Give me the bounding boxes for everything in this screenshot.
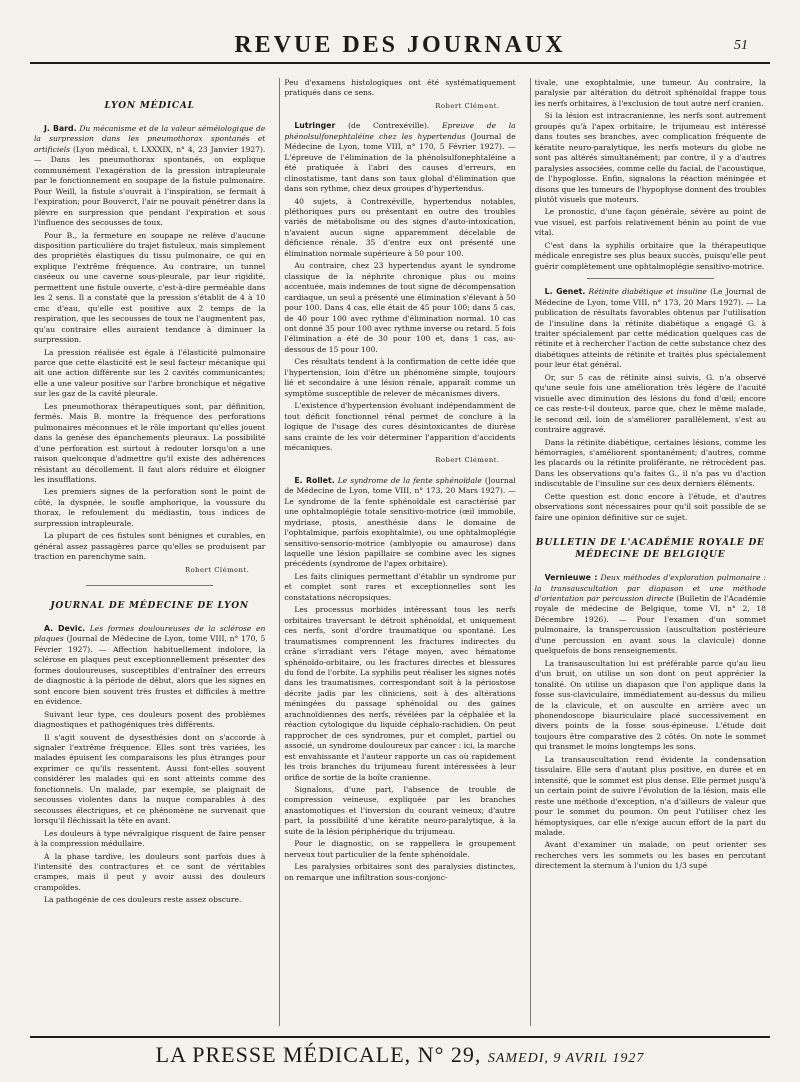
article-entry: [284, 121, 515, 194]
page-footer: [0, 1042, 800, 1068]
article-reference: (Bulletin de l'Académie royale de médecine de Belgique, tome VI, n° 2, 18 Décembre 1926). — Pour l'examen d'un sommet pulmonaire, la transpercussion (auscultation postérieure d'une percussion en avant sous la clavicule) donne quelquefois de bons renseignements.: [534, 594, 766, 656]
article-author: Vernieuwe :: [544, 573, 598, 583]
paragraph: Signalons, d'une part, l'absence de trouble de compression veineuse, expliquée par les branches anastomotiques et l'inversion du courant veineux; d'autre part, la possibilité d'une kératite neuro-paralytique, à la suite de la lésion périphérique du trijumeau.: [284, 785, 516, 836]
paragraph: Or, sur 5 cas de rétinite ainsi suivis, G. n'a observé qu'une seule fois une amélioration très légère de l'acuité visuelle avec diminution des lésions du fond d'œil; encore ce cas reste-t-il douteux, parce que, chez le même malade, le second œil, loin de s'améliorer parallèlement, s'est au contraire aggravé.: [534, 372, 766, 435]
paragraph: Suivant leur type, ces douleurs posent des problèmes diagnostiques et pathogéniques très différents.: [34, 709, 266, 730]
paragraph: C'est dans la syphilis orbitaire que la thérapeutique médicale enregistre ses plus beaux succès, puisqu'elle peut guérir complètement une ophtalmoplégie sensitivo-motrice.: [534, 240, 766, 271]
column-left: [30, 78, 269, 1026]
paragraph: Pour le diagnostic, on se rappellera le groupement nerveux tout particulier de la fente sphénoïdale.: [284, 839, 516, 859]
footer-rule: [30, 1036, 770, 1038]
article-entry: [535, 573, 766, 657]
author-location: (de Contrexéville).: [348, 121, 430, 131]
section-heading: BULLETIN DE L'ACADÉMIE ROYALE DE MÉDECINE DE BELGIQUE: [535, 538, 765, 561]
paragraph: La pathogénie de ces douleurs reste assez obscure.: [44, 895, 242, 905]
paragraph: Les premiers signes de la perforation sont le point de côté, la dyspnée, le soufle amphorique, la voussure du thorax, le refoulement du médiastin, tous indices de surpression intrapleurale.: [34, 487, 266, 528]
paragraph: La pression réalisée est égale à l'élasticité pulmonaire parce que cette élasticité est le seul facteur mécanique qui ait une action différente sur les 2 cavités communicantes; elle a une valeur positive sur l'arbre bronchique et négative sur les gaz de la cavité pleurale.: [34, 347, 266, 399]
section-divider: [86, 585, 213, 586]
reviewer-signature: Robert Clément.: [435, 101, 500, 110]
article-reference: (Journal de Médecine de Lyon, tome VIII, n° 170, 5 Février 1927). — L'épreuve de l'élimination de la phénolsulfonephtaléine a été pratiquée à l'abri des causes d'erreurs, en clinostatisme, tant dans son taux global d'élimination que dans son rythme, chez deux groupes d'hypertendus.: [284, 131, 516, 194]
header-rule: [30, 62, 770, 64]
paragraph: A la phase tardive, les douleurs sont parfois dues à l'intensité des contractures et ce sont de véritables crampes, mais il peut y avoir aussi des douleurs crampoïdes.: [34, 851, 266, 892]
article-reference: (Lyon médical, t. LXXXIX, n° 4, 23 Janvier 1927). — Dans les pneumothorax spontanés, on explique communément l'exagération de la pression intrapleurale par le fonctionnement en soupape de la fistule pulmonaire. Pour Weill, la fistule s'ouvrait à l'inspiration, se fermait à l'expiration; pour Bouverct, l'air ne pouvait pénétrer dans la plèvre en surpression que pendant l'expiration et sous l'influence des secousses de toux.: [34, 144, 266, 228]
paragraph: 40 sujets, à Contrexéville, hypertendus notables, pléthoriques purs ou présentant en outre des troubles variés de métabolisme ou des signes d'auto-intoxication, n'avaient aucun signe apparemment décelable de déficience rénale. 35 d'entre eux ont présenté une élimination normale supérieure à 50 pour 100.: [284, 196, 516, 258]
section-divider: [587, 278, 714, 279]
section-heading: LYON MÉDICAL: [104, 101, 195, 111]
paragraph: La plupart de ces fistules sont bénignes et curables, en général assez passagères parce qu'elles se produisent par traction en parenchyme sain.: [34, 531, 266, 562]
column-middle: [279, 78, 519, 1026]
paragraph: La transauscultation lui est préférable parce qu'au lieu d'un bruit, on utilise un son dont on peut apprécier la tonalité. On utilise un diapason que l'on applique dans la fosse sus-claviculaire, immédiatement au-dessus du milieu de la clavicule, et on ausculte en arrière avec un phonendoscope biauriculaire placé successivement en divers points de la fosse sous-épineuse. L'étude doit toujours être comparative des 2 côtés. On note le sommet qui transmet le moins longtemps les sons.: [534, 658, 766, 752]
article-title: Rétinite diabétique et insuline: [588, 287, 707, 297]
article-title: Epreuve de la phénolsulfonephtaléine chez les hypertendus: [284, 121, 516, 141]
paragraph: Il s'agit souvent de dysesthésies dont on s'accorde à signaler l'extrême fréquence. Elles sont très variées, les malades épuisent les comparaisons les plus étranges pour exprimer ce qu'ils ressentent. Aussi font-elles souvent considérer les malades qui en sont atteints comme des fonctionnels. Un malade, par exemple, se plaignait de secousses violentes dans la nuque comparables à des secousses électriques, et ce phénomène ne survenait que lorsqu'il fléchissait la tête en avant.: [34, 732, 266, 826]
paragraph: Peu d'examens histologiques ont été systématiquement pratiqués dans ce sens.: [284, 78, 516, 98]
article-entry: [284, 476, 515, 570]
paragraph: Le pronostic, d'une façon générale, sévère au point de vue visuel, est parfois relativement bénin au point de vue vital.: [534, 207, 766, 238]
article-reference: (Le Journal de Médecine de Lyon, tome VIII, n° 173, 20 Mars 1927). — La publication de résultats favorables obtenus par l'utilisation de l'insuline dans la rétinite diabétique a engagé G. à traiter spécialement par cette médication quelques cas de rétinite et à rechercher l'action de cette substance chez des diabétiques atteints de rétinite et traités plus spécialement pour leur état général.: [534, 287, 766, 370]
paragraph: Cette question est donc encore à l'étude, et d'autres observations sont nécessaires pour qu'il soit possible de se faire une opinion définitive sur ce sujet.: [534, 491, 766, 522]
article-entry: [34, 624, 265, 708]
reviewer-signature: Robert Clément.: [435, 456, 500, 465]
article-author: A. Devic.: [44, 624, 86, 634]
article-columns: [30, 78, 770, 1026]
paragraph: Avant d'examiner un malade, on peut orienter ses recherches vers les sommets ou les bases en percutant directement la sternum à l'union du 1/3 supé: [534, 840, 766, 871]
paragraph: Au contraire, chez 23 hypertendus ayant le syndrome classique de la néphrite chronique plus ou moins accentuée, mais indemnes de tout signe de décompensation cardiaque, un seul a présenté une élimination s'élevant à 50 pour 100. Dans 4 cas, elle était de 45 pour 100; dans 5 cas, de 40 pour 100 avec rythme d'élimination normal. 10 cas ont donné 35 pour 100 avec rythme inverse ou retard. 5 fois l'élimination a été de 30 pour 100 et, dans 1 cas, au-dessous de 15 pour 100.: [284, 261, 516, 354]
column-right: [530, 78, 770, 1026]
paragraph: tivale, une exophtalmie, une tumeur. Au contraire, la paralysie par altération du détroit sphénoïdal frappe tous les nerfs orbitaires, à l'exclusion de tout autre nerf cranien.: [534, 78, 766, 108]
paragraph: Les paralysies orbitaires sont des paralysies distinctes, on remarque une infiltration sous-conjonc-: [284, 862, 516, 882]
article-author: L. Genet.: [544, 287, 586, 297]
running-head: [0, 28, 800, 60]
journal-title: REVUE DES JOURNAUX: [234, 32, 566, 58]
paragraph: Les faits cliniques permettant d'établir un syndrome pur et complet sont rares et exceptionnelles sont les constatations nécropsiques.: [284, 571, 516, 602]
article-entry: [34, 124, 265, 229]
paragraph: Dans la rétinite diabétique, certaines lésions, comme les hémorragies, s'améliorent spontanément; d'autres, comme les placards ou la rétinite proliférante, ne rétrocèdent pas. Dans les observations qu'a faites G., il n'a pas vu d'action indiscutable de l'insuline sur ces deux derniers éléments.: [534, 437, 766, 489]
article-title: Deux méthodes d'exploration pulmonaire : la transauscultation par diapason et une méthode d'orientation par percussion directe: [534, 573, 766, 604]
article-reference: (Journal de Médecine de Lyon, tome VIII, n° 170, 5 Février 1927). — Affection habituellement indolore, la sclérose en plaques peut exceptionnellement présenter des formes douloureuses, susceptibles d'entraîner des erreurs de diagnostic à la période de début, alors que les signes en sont encore bien souvent très frustes et difficiles à mettre en évidence.: [34, 634, 266, 707]
paragraph: La transauscultation rend évidente la condensation tissulaire. Elle sera d'autant plus positive, en durée et en intensité, que le sommet est plus dense. Elle permet jusqu'à un certain point de suivre l'évolution de la lésion, mais elle reste une méthode d'exception, n'a d'ailleurs de valeur que pour le sommet du poumon. On peut l'utiliser chez les hémoptysiques, car elle n'exige aucun effort de la part du malade.: [534, 754, 766, 837]
article-author: E. Rollet.: [294, 475, 335, 485]
article-author: J. Bard.: [44, 124, 77, 133]
paragraph: Les processus morbides intéressant tous les nerfs orbitaires traversant le détroit sphénoïdal, et uniquement ces nerfs, sont d'ordre traumatique ou spontané. Les traumatismes comprennent les fractures indirectes du crâne s'irradiant vers l'étage moyen, avec hématome sphénoïdo-orbitaire, ou les fractures directes et blessures du fond de l'orbite. La syphilis peut réaliser les signes notés dans les traumatismes, correspondant soit à la périostose décrite jadis par les cliniciens, soit à des altérations méningées du passage sphénoïdal ou des gaines arachnoïdiennes des nerfs, révélées par la céphalée et la réaction cytologique du liquide céphalo-rachidien. On peut rapprocher de ces syndromes, pur et complet, partiel ou associé, un syndrome douloureux par cancer : ici, la marche est envahissante et l'auteur rapporte un cas où rapidement les trois branches du trijumeau furent intéressées à leur orifice de sortie de la boîte cranienne.: [284, 605, 516, 782]
reviewer-signature: Robert Clément.: [184, 565, 250, 574]
paragraph: Les douleurs à type névralgique risquent de faire penser à la compression médullaire.: [34, 828, 266, 849]
paragraph: Si la lésion est intracranienne, les nerfs sont autrement groupés qu'à l'apex orbitaire, le trijumeau est intéressé dans toutes ses branches, avec complication fréquente de kératite neuro-paralytique, les nerfs moteurs du globe ne sont pas altérés simultanément; par contre, il y a d'autres paralysies associées, comme celle du facial, de l'acoustique, de l'hypoglosse. Enfin, signalons la réaction méningée et disons que les tumeurs de l'hypophyse donnent des troubles plutôt visuels que moteurs.: [534, 111, 766, 204]
paragraph: Les pneumothorax thérapeutiques sont, par définition, fermés. Mais B. montre la fréquence des perforations pulmonaires méconnues et le rôle important qu'elles jouent dans la genèse des épanchements pleuraux. La possibilité d'une perforation est surtout à redouter lorsqu'on a une raison quelconque d'admettre qu'il existe des adhérences résistant au décollement. Il faut alors réduire et éloigner les insufflations.: [34, 401, 266, 484]
footer-date: SAMEDI, 9 AVRIL 1927: [487, 1051, 645, 1066]
paragraph: Ces résultats tendent à la confirmation de cette idée que l'hypertension, loin d'être un phénomène simple, toujours lié et secondaire à une lésion rénale, apparaît comme un symptôme susceptible de relever de mécanismes divers.: [284, 357, 516, 398]
article-title: Le syndrome de la fente sphénoïdale: [337, 475, 482, 485]
paragraph: Pour B., la fermeture en soupape ne relève d'aucune disposition particulière du trajet fistuleux, mais simplement des propriétés élastiques du tissu pulmonaire, ce qui en explique l'extrême fréquence. Au contraire, un tunnel caséeux ou une caverne sous-pleurale, par leur rigidité, permettent une fistule ouverte, c'est-à-dire perméable dans les 2 sens. Il a constaté que la pression s'établit de 4 à 10 cmc d'eau, qu'elle est positive aux 2 temps de la respiration, que les secousses de toux ne l'augmentent pas, qu'au contraire elles auraient tendance à diminuer la surpression.: [34, 230, 266, 345]
paragraph: L'existence d'hypertension évoluant indépendamment de tout déficit fonctionnel rénal permet de conclure à la logique de l'usage des cures désintoxicantes de diurèse sans crainte de les voir déterminer l'apparition d'accidents mécaniques.: [284, 401, 516, 452]
footer-journal: LA PRESSE MÉDICALE, N° 29,: [155, 1042, 482, 1067]
page-number: 51: [734, 38, 748, 53]
section-heading: JOURNAL DE MÉDECINE DE LYON: [50, 601, 249, 612]
article-title: Les formes douloureuses de la sclérose en plaques: [34, 624, 266, 644]
article-author: Lutringer: [294, 121, 336, 131]
article-entry: [535, 287, 766, 371]
article-reference: (Journal de Médecine de Lyon, tome VIII, n° 173, 20 Mars 1927). — Le syndrome de la fente sphénoïdale est caractérisé par une ophtalmoplégie totale sensitivo-motrice (œil immobile, mydriase, ptosis, anesthésie dans le domaine de l'ophtalmique, parfois exophtalmie), ou une ophtalmoplégie sensitivo-sensorio-motrice (amblyopie ou amaurose) dans laquelle une lésion papillaire se combine avec les signes précédents (syndrome de l'apex orbitaire).: [284, 475, 516, 569]
article-title: Du mécanisme et de la valeur séméiologique de la surpression dans les pneumothorax spontanés et artificiels: [34, 124, 266, 154]
